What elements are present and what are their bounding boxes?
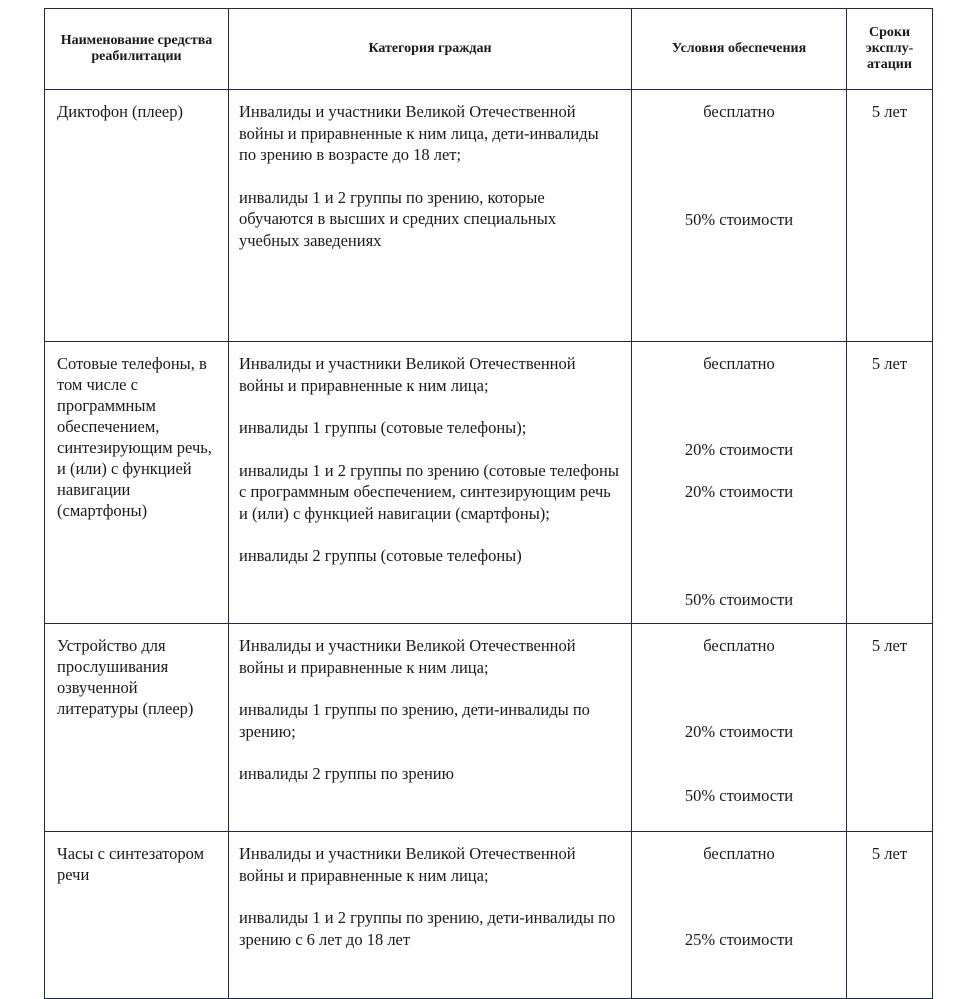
category-item: Инвалиды и участники Великой Отечественной войны и приравненные к ним лица, дети-инвалиды по зрению в возрасте до 18 лет; <box>239 102 599 164</box>
header-category: Категория граждан <box>229 9 632 90</box>
device-name: Часы с синтезатором речи <box>45 832 229 999</box>
condition-item: бесплатно <box>703 354 775 373</box>
table-row <box>45 832 933 999</box>
condition-item: бесплатно <box>703 102 775 121</box>
category-cell <box>229 832 632 999</box>
header-conditions: Условия обеспечения <box>632 9 847 90</box>
category-cell <box>229 342 632 624</box>
term-cell: 5 лет <box>847 832 933 999</box>
category-cell <box>229 624 632 832</box>
term-cell: 5 лет <box>847 90 933 342</box>
condition-item: 25% стоимости <box>684 929 794 949</box>
term-cell: 5 лет <box>847 342 933 624</box>
condition-item: бесплатно <box>703 844 775 863</box>
category-item: инвалиды 1 и 2 группы по зрению, которые обучаются в высших и средних специальных учебных заведениях <box>239 187 557 250</box>
header-row <box>45 9 933 90</box>
table-row <box>45 342 933 624</box>
header-name: Наименование средства реабилитации <box>45 9 229 90</box>
category-item: инвалиды 2 группы по зрению <box>239 764 454 783</box>
category-item: инвалиды 1 группы по зрению, дети-инвалиды по зрению; <box>239 700 590 741</box>
condition-item: 20% стоимости <box>684 721 794 741</box>
header-term: Сроки эксплу-атации <box>847 9 933 90</box>
table-row <box>45 90 933 342</box>
category-item: инвалиды 2 группы (сотовые телефоны) <box>239 546 522 565</box>
category-item: инвалиды 1 группы (сотовые телефоны); <box>239 418 527 437</box>
category-item: инвалиды 1 и 2 группы по зрению, дети-инвалиды по зрению с 6 лет до 18 лет <box>239 908 616 949</box>
condition-item: 50% стоимости <box>684 786 794 805</box>
category-item: Инвалиды и участники Великой Отечественной войны и приравненные к ним лица; <box>239 636 576 677</box>
condition-cell <box>632 832 847 999</box>
device-name: Устройство для прослушивания озвученной литературы (плеер) <box>45 624 229 832</box>
category-item: Инвалиды и участники Великой Отечественной войны и приравненные к ним лица; <box>239 354 576 395</box>
condition-item: 20% стоимости <box>684 439 794 459</box>
condition-cell <box>632 90 847 342</box>
rehabilitation-table <box>44 8 933 999</box>
condition-cell <box>632 342 847 624</box>
device-name: Сотовые телефоны, в том числе с программным обеспечением, синтезирующим речь, и (или) с функцией навигации (смартфоны) <box>45 342 229 624</box>
device-name: Диктофон (плеер) <box>45 90 229 342</box>
condition-item: бесплатно <box>703 636 775 655</box>
category-item: Инвалиды и участники Великой Отечественной войны и приравненные к ним лица; <box>239 844 576 885</box>
condition-item: 20% стоимости <box>684 482 794 501</box>
term-cell: 5 лет <box>847 624 933 832</box>
condition-item: 50% стоимости <box>684 589 794 609</box>
category-cell <box>229 90 632 342</box>
category-item: инвалиды 1 и 2 группы по зрению (сотовые телефоны с программным обеспечением, синтезирующим речь и (или) с функцией навигации (смартфоны); <box>239 460 619 523</box>
table-row <box>45 624 933 832</box>
condition-item: 50% стоимости <box>684 209 794 229</box>
condition-cell <box>632 624 847 832</box>
